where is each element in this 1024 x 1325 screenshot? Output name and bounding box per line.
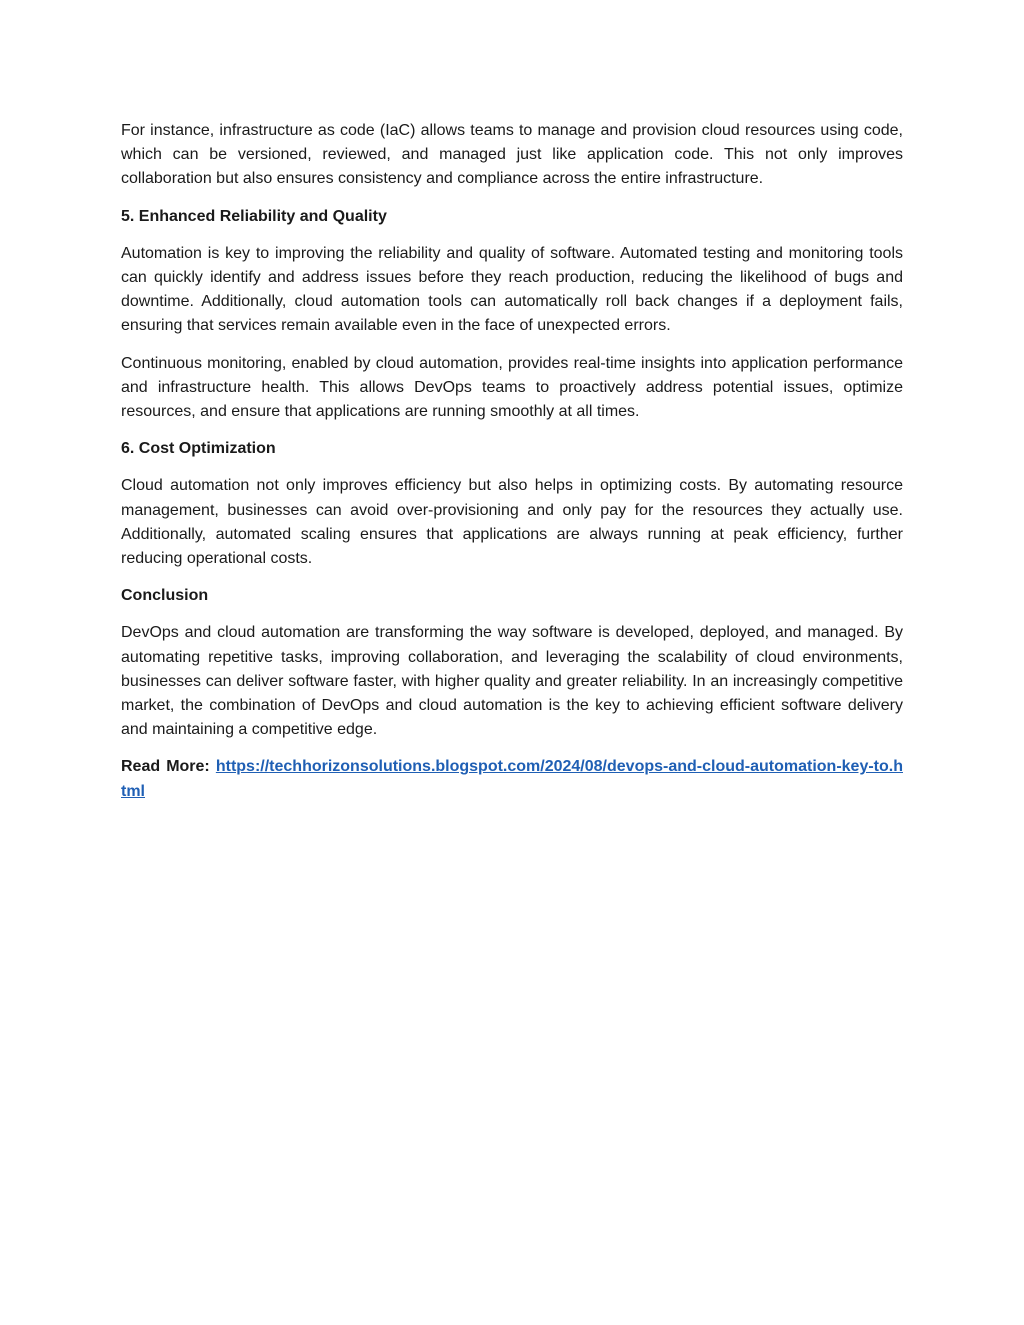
paragraph-cost: Cloud automation not only improves efficiency but also helps in optimizing costs. By automating resource management, businesses can avoid over-provisioning and only pay for the resources they actually use. Additionally, automated scaling ensures that applications are always running at peak efficiency, further reducing operational costs. [121, 477, 903, 568]
paragraph-reliability-1: Automation is key to improving the reliability and quality of software. Automated testing and monitoring tools can quickly identify and address issues before they reach production, reducing the likelihood of bugs and downtime. Additionally, cloud automation tools can automatically roll back changes if a deployment fails, ensuring that services remain available even in the face of unexpected errors. [121, 244, 903, 335]
heading-conclusion: Conclusion [121, 587, 209, 605]
read-more-link[interactable]: https://techhorizonsolutions.blogspot.com/2024/08/devops-and-cloud-automation-key-to.html [121, 758, 903, 800]
paragraph-reliability-2: Continuous monitoring, enabled by cloud automation, provides real-time insights into application performance and infrastructure health. This allows DevOps teams to proactively address potential issues, optimize resources, and ensure that applications are running smoothly at all times. [121, 354, 903, 421]
paragraph-conclusion: DevOps and cloud automation are transforming the way software is developed, deployed, and managed. By automating repetitive tasks, improving collaboration, and leveraging the scalability of cloud environments, businesses can deliver software faster, with higher quality and greater reliability. In an increasingly competitive market, the combination of DevOps and cloud automation is the key to achieving efficient software delivery and maintaining a competitive edge. [121, 624, 903, 739]
paragraph-iac: For instance, infrastructure as code (IaC) allows teams to manage and provision cloud resources using code, which can be versioned, reviewed, and managed just like application code. This not only improves collaboration but also ensures consistency and compliance across the entire infrastructure. [121, 122, 903, 188]
heading-cost-optimization: 6. Cost Optimization [121, 440, 276, 458]
document-page [121, 119, 903, 804]
read-more-label: Read More: [121, 758, 210, 776]
read-more-line [121, 755, 903, 803]
heading-reliability: 5. Enhanced Reliability and Quality [121, 207, 387, 225]
